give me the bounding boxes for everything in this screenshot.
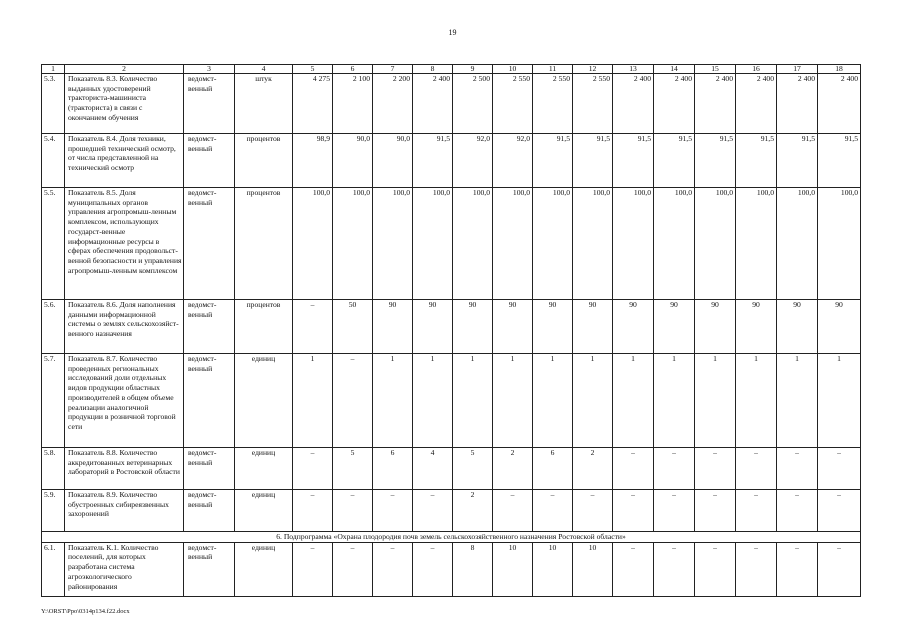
value-cell: 100,0	[654, 188, 695, 300]
value-cell: 1	[453, 354, 493, 448]
value-cell: –	[533, 490, 573, 532]
value-cell: 90	[493, 300, 533, 354]
column-header-8: 8	[413, 65, 453, 74]
value-cell: 90,0	[333, 134, 373, 188]
value-cell: 2 400	[818, 74, 861, 134]
value-cell: 1	[293, 354, 333, 448]
value-cell: 50	[333, 300, 373, 354]
column-header-15: 15	[695, 65, 736, 74]
header-row	[42, 65, 861, 74]
value-cell: 100,0	[333, 188, 373, 300]
value-cell: –	[818, 542, 861, 596]
value-cell: 1	[695, 354, 736, 448]
value-cell: 2	[493, 448, 533, 490]
value-cell: 2 200	[373, 74, 413, 134]
value-cell: 100,0	[413, 188, 453, 300]
value-cell: 90	[413, 300, 453, 354]
data-source: ведомст-венный	[184, 300, 235, 354]
value-cell: 2	[453, 490, 493, 532]
unit-of-measure: единиц	[235, 448, 293, 490]
value-cell: 100,0	[613, 188, 654, 300]
value-cell: 1	[818, 354, 861, 448]
value-cell: 91,5	[736, 134, 777, 188]
value-cell: 98,9	[293, 134, 333, 188]
value-cell: 1	[373, 354, 413, 448]
value-cell: –	[695, 542, 736, 596]
value-cell: –	[613, 542, 654, 596]
value-cell: 10	[533, 542, 573, 596]
value-cell: 2 550	[493, 74, 533, 134]
value-cell: –	[493, 490, 533, 532]
value-cell: 2 400	[777, 74, 818, 134]
column-header-9: 9	[453, 65, 493, 74]
value-cell: 90	[573, 300, 613, 354]
row-number: 5.3.	[42, 74, 65, 134]
value-cell: 91,5	[654, 134, 695, 188]
indicator-name: Показатель 8.7. Количество проведенных региональных исследований доли отдельных видов продукции областных производителей в общем объеме реализации аналогичной продукции в розничной торговой сети	[65, 354, 184, 448]
row-number: 5.6.	[42, 300, 65, 354]
value-cell: 91,5	[533, 134, 573, 188]
row-number: 5.4.	[42, 134, 65, 188]
value-cell: 5	[453, 448, 493, 490]
table-row	[42, 448, 861, 490]
table-row	[42, 188, 861, 300]
indicator-name: Показатель 8.3. Количество выданных удостоверений тракториста-машиниста (тракториста) в связи с окончанием обучения	[65, 74, 184, 134]
value-cell: 91,5	[613, 134, 654, 188]
data-source: ведомст-венный	[184, 448, 235, 490]
column-header-7: 7	[373, 65, 413, 74]
value-cell: 100,0	[777, 188, 818, 300]
value-cell: 90	[654, 300, 695, 354]
unit-of-measure: процентов	[235, 300, 293, 354]
value-cell: 2 100	[333, 74, 373, 134]
value-cell: –	[413, 542, 453, 596]
value-cell: –	[373, 542, 413, 596]
value-cell: –	[654, 490, 695, 532]
data-source: ведомст-венный	[184, 134, 235, 188]
value-cell: –	[333, 354, 373, 448]
value-cell: 1	[413, 354, 453, 448]
value-cell: –	[695, 448, 736, 490]
unit-of-measure: единиц	[235, 354, 293, 448]
value-cell: 91,5	[777, 134, 818, 188]
table-row	[42, 490, 861, 532]
value-cell: 5	[333, 448, 373, 490]
row-number: 6.1.	[42, 542, 65, 596]
value-cell: 2 550	[573, 74, 613, 134]
indicator-name: Показатель 8.8. Количество аккредитованных ветеринарных лабораторий в Ростовской области	[65, 448, 184, 490]
value-cell: 8	[453, 542, 493, 596]
value-cell: 2 400	[613, 74, 654, 134]
column-header-5: 5	[293, 65, 333, 74]
value-cell: 100,0	[373, 188, 413, 300]
value-cell: 91,5	[818, 134, 861, 188]
data-source: ведомст-венный	[184, 490, 235, 532]
table-row	[42, 134, 861, 188]
value-cell: –	[293, 542, 333, 596]
value-cell: 2 400	[413, 74, 453, 134]
column-header-17: 17	[777, 65, 818, 74]
column-header-16: 16	[736, 65, 777, 74]
value-cell: 100,0	[695, 188, 736, 300]
value-cell: 100,0	[453, 188, 493, 300]
row-number: 5.7.	[42, 354, 65, 448]
value-cell: 4 275	[293, 74, 333, 134]
value-cell: 1	[533, 354, 573, 448]
value-cell: 90	[613, 300, 654, 354]
table-row	[42, 542, 861, 596]
value-cell: 10	[493, 542, 533, 596]
value-cell: 1	[736, 354, 777, 448]
column-header-10: 10	[493, 65, 533, 74]
value-cell: –	[373, 490, 413, 532]
value-cell: –	[613, 490, 654, 532]
value-cell: 100,0	[818, 188, 861, 300]
column-header-14: 14	[654, 65, 695, 74]
value-cell: 91,5	[413, 134, 453, 188]
value-cell: 90	[453, 300, 493, 354]
value-cell: –	[293, 448, 333, 490]
value-cell: 1	[777, 354, 818, 448]
value-cell: –	[777, 448, 818, 490]
unit-of-measure: единиц	[235, 542, 293, 596]
table-body	[42, 74, 861, 597]
value-cell: –	[573, 490, 613, 532]
value-cell: 2 500	[453, 74, 493, 134]
value-cell: –	[654, 448, 695, 490]
value-cell: 92,0	[493, 134, 533, 188]
value-cell: 2 400	[654, 74, 695, 134]
value-cell: 100,0	[493, 188, 533, 300]
column-header-3: 3	[184, 65, 235, 74]
unit-of-measure: единиц	[235, 490, 293, 532]
indicator-name: Показатель 8.9. Количество обустроенных сибиреязвенных захоронений	[65, 490, 184, 532]
indicator-name: Показатель 8.4. Доля техники, прошедшей технический осмотр, от числа представленной на технический осмотр	[65, 134, 184, 188]
value-cell: –	[736, 542, 777, 596]
column-header-18: 18	[818, 65, 861, 74]
value-cell: 1	[573, 354, 613, 448]
column-header-2: 2	[65, 65, 184, 74]
value-cell: 2	[573, 448, 613, 490]
value-cell: –	[613, 448, 654, 490]
indicators-table	[41, 64, 861, 597]
indicator-name: Показатель 8.6. Доля наполнения данными информационной системы о землях сельскохозяйст-венного назначения	[65, 300, 184, 354]
value-cell: 1	[654, 354, 695, 448]
value-cell: 90	[695, 300, 736, 354]
value-cell: 91,5	[695, 134, 736, 188]
unit-of-measure: штук	[235, 74, 293, 134]
value-cell: –	[413, 490, 453, 532]
value-cell: –	[736, 448, 777, 490]
value-cell: 6	[373, 448, 413, 490]
value-cell: –	[333, 490, 373, 532]
data-source: ведомст-венный	[184, 354, 235, 448]
value-cell: –	[818, 448, 861, 490]
value-cell: –	[818, 490, 861, 532]
value-cell: 10	[573, 542, 613, 596]
data-source: ведомст-венный	[184, 188, 235, 300]
value-cell: –	[293, 490, 333, 532]
table-row	[42, 300, 861, 354]
page-number: 19	[448, 28, 457, 37]
value-cell: –	[695, 490, 736, 532]
unit-of-measure: процентов	[235, 188, 293, 300]
value-cell: 2 550	[533, 74, 573, 134]
footer-file-path: Y:\ORST\Ppo\0314p134.f22.docx	[41, 608, 130, 615]
value-cell: 100,0	[573, 188, 613, 300]
value-cell: –	[293, 300, 333, 354]
value-cell: 91,5	[573, 134, 613, 188]
value-cell: 100,0	[533, 188, 573, 300]
section-title: 6. Подпрограмма «Охрана плодородия почв земель сельскохозяйственного назначения Ростовской области»	[42, 532, 861, 543]
value-cell: –	[333, 542, 373, 596]
value-cell: 90	[777, 300, 818, 354]
value-cell: 2 400	[736, 74, 777, 134]
indicator-name: Показатель 8.5. Доля муниципальных органов управления агропромыш-ленным комплексом, использующих государст-венные информационные ресурсы в сферах обеспечения продовольст-венной безопасности и управления агропромыш-ленным комплексом	[65, 188, 184, 300]
row-number: 5.5.	[42, 188, 65, 300]
value-cell: 100,0	[736, 188, 777, 300]
value-cell: 100,0	[293, 188, 333, 300]
value-cell: –	[736, 490, 777, 532]
value-cell: –	[777, 542, 818, 596]
column-header-11: 11	[533, 65, 573, 74]
table-row	[42, 74, 861, 134]
data-source: ведомст-венный	[184, 542, 235, 596]
value-cell: –	[777, 490, 818, 532]
row-number: 5.9.	[42, 490, 65, 532]
unit-of-measure: процентов	[235, 134, 293, 188]
data-source: ведомст-венный	[184, 74, 235, 134]
value-cell: 6	[533, 448, 573, 490]
column-header-1: 1	[42, 65, 65, 74]
value-cell: 90	[818, 300, 861, 354]
value-cell: 90	[736, 300, 777, 354]
value-cell: 2 400	[695, 74, 736, 134]
value-cell: 90,0	[373, 134, 413, 188]
value-cell: 90	[533, 300, 573, 354]
row-number: 5.8.	[42, 448, 65, 490]
value-cell: 4	[413, 448, 453, 490]
section-row	[42, 532, 861, 543]
value-cell: 1	[613, 354, 654, 448]
value-cell: 92,0	[453, 134, 493, 188]
column-header-6: 6	[333, 65, 373, 74]
column-header-13: 13	[613, 65, 654, 74]
table-row	[42, 354, 861, 448]
indicator-name: Показатель К.1. Количество поселений, для которых разработана система агроэкологического районирования	[65, 542, 184, 596]
column-header-4: 4	[235, 65, 293, 74]
value-cell: –	[654, 542, 695, 596]
column-header-12: 12	[573, 65, 613, 74]
value-cell: 90	[373, 300, 413, 354]
value-cell: 1	[493, 354, 533, 448]
